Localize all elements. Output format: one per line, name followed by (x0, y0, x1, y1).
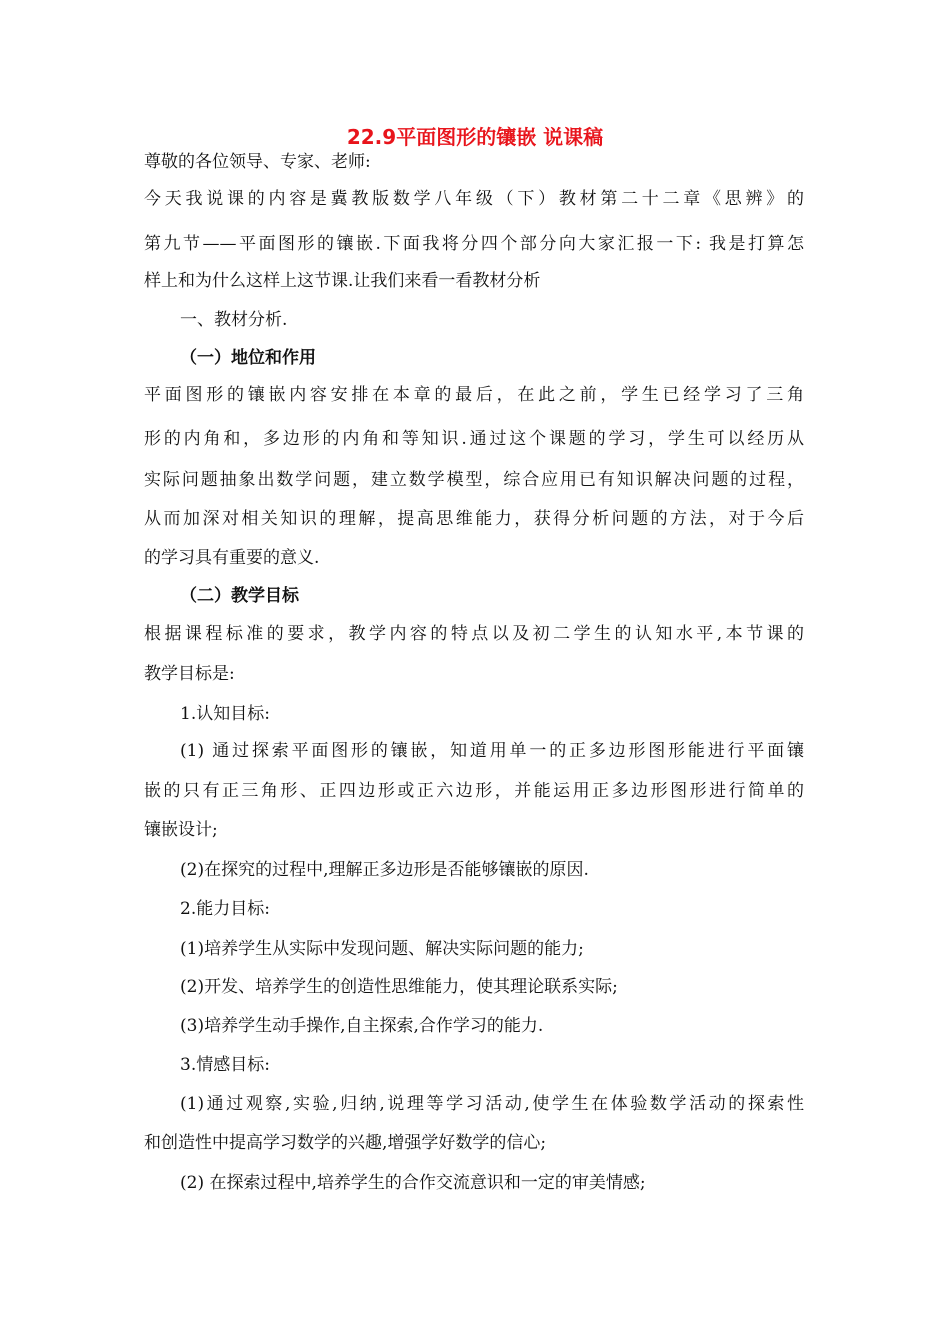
paragraph-line: 样上和为什么这样上这节课.让我们来看一看教材分析 (144, 271, 541, 291)
list-item: (3)培养学生动手操作,自主探索,合作学习的能力. (180, 1016, 544, 1036)
list-heading: 1.认知目标: (180, 704, 270, 724)
paragraph-line: 今天我说课的内容是冀教版数学八年级（下）教材第二十二章《思辨》的 (144, 189, 804, 209)
paragraph-line: 从而加深对相关知识的理解，提高思维能力，获得分析问题的方法，对于今后 (144, 509, 804, 529)
paragraph-line: 镶嵌设计; (144, 820, 218, 840)
paragraph-line: 平面图形的镶嵌内容安排在本章的最后，在此之前，学生已经学习了三角 (144, 385, 804, 405)
paragraph-line: 形的内角和，多边形的内角和等知识.通过这个课题的学习，学生可以经历从 (144, 429, 804, 449)
list-heading: 2.能力目标: (180, 899, 270, 919)
paragraph-line: 嵌的只有正三角形、正四边形或正六边形，并能运用正多边形图形进行简单的 (144, 781, 804, 801)
paragraph-line: (1) 通过探索平面图形的镶嵌，知道用单一的正多边形图形能进行平面镶 (180, 741, 804, 761)
list-item: (1)培养学生从实际中发现问题、解决实际问题的能力; (180, 939, 584, 959)
document-title: 22.9平面图形的镶嵌 说课稿 (346, 125, 604, 149)
list-item: (1)通过观察,实验,归纳,说理等学习活动,使学生在体验数学活动的探索性 (180, 1094, 804, 1114)
paragraph-line: 实际问题抽象出数学问题，建立数学模型，综合应用已有知识解决问题的过程， (144, 470, 804, 490)
paragraph-line: 第九节——平面图形的镶嵌.下面我将分四个部分向大家汇报一下: 我是打算怎 (144, 234, 804, 254)
list-item: (2) 在探索过程中,培养学生的合作交流意识和一定的审美情感; (180, 1173, 646, 1193)
paragraph-line: 教学目标是: (144, 664, 235, 684)
paragraph-line: 根据课程标准的要求，教学内容的特点以及初二学生的认知水平,本节课的 (144, 624, 804, 644)
list-item: (2)在探究的过程中,理解正多边形是否能够镶嵌的原因. (180, 860, 589, 880)
list-item: (2)开发、培养学生的创造性思维能力，使其理论联系实际; (180, 977, 618, 997)
paragraph-line: 和创造性中提高学习数学的兴趣,增强学好数学的信心; (144, 1133, 547, 1153)
section-heading: 一、教材分析. (180, 310, 288, 330)
salutation: 尊敬的各位领导、专家、老师: (144, 152, 371, 172)
list-heading: 3.情感目标: (180, 1055, 270, 1075)
subsection-heading: （一）地位和作用 (180, 348, 316, 368)
paragraph-line: 的学习具有重要的意义. (144, 548, 320, 568)
subsection-heading: （二）教学目标 (180, 586, 299, 606)
